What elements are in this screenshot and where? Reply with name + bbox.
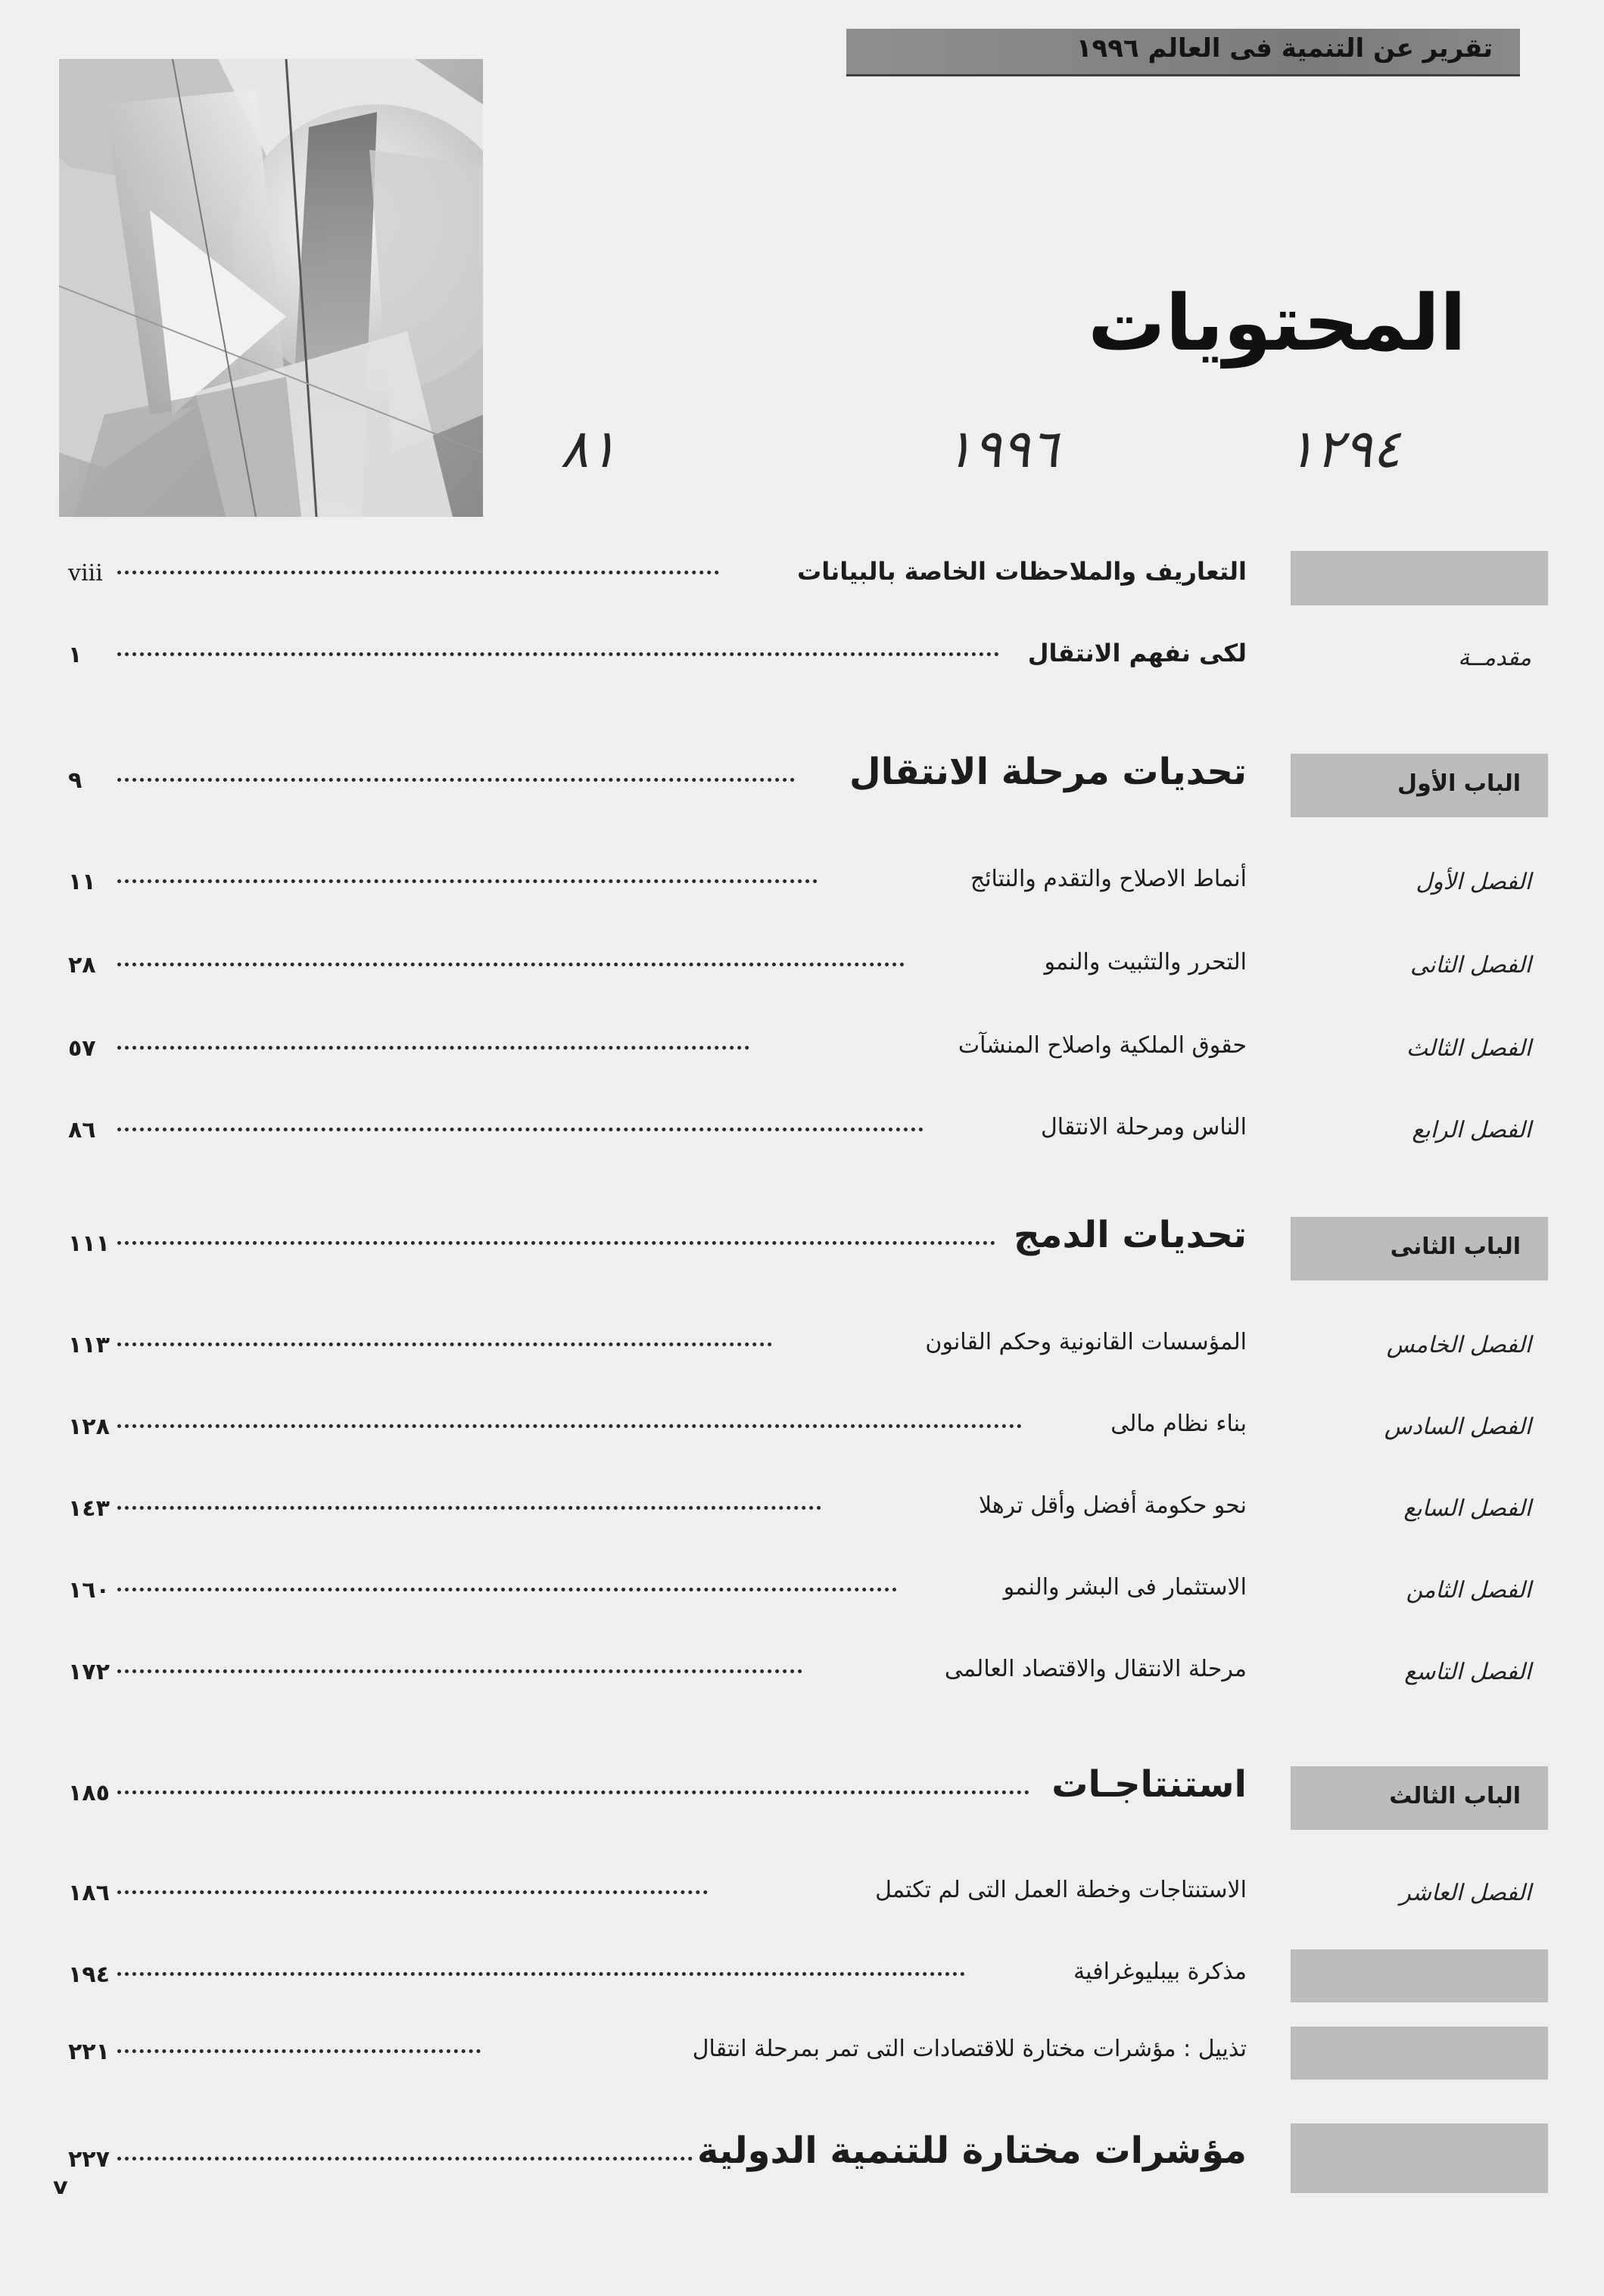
running-header xyxy=(846,29,1520,76)
toc-page: ١٢٨ xyxy=(68,1414,110,1440)
toc-page: viii xyxy=(68,560,103,586)
dot-leader xyxy=(117,1424,1022,1428)
dot-leader xyxy=(117,1890,708,1894)
part-label: الباب الثانى xyxy=(1390,1234,1521,1260)
toc-page: ١١٣ xyxy=(68,1332,110,1358)
toc-label: مقدمــة xyxy=(1458,645,1531,671)
toc-label: الفصل الأول xyxy=(1416,869,1531,895)
toc-title: أنماط الاصلاح والتقدم والنتائج xyxy=(970,866,1247,892)
toc-label: الفصل الثانى xyxy=(1410,952,1531,978)
shade-box xyxy=(1291,551,1548,605)
shade-box xyxy=(1291,1949,1548,2002)
decorative-geometric-art xyxy=(59,59,483,517)
toc-title: مؤشرات مختارة للتنمية الدولية xyxy=(696,2130,1247,2172)
toc-page: ٢٢٧ xyxy=(68,2146,110,2173)
dot-leader xyxy=(117,571,719,574)
toc-label: الفصل الخامس xyxy=(1386,1332,1531,1358)
running-header-text: تقرير عن التنمية فى العالم ١٩٩٦ xyxy=(1076,33,1493,64)
toc-label: الفصل السادس xyxy=(1384,1414,1531,1440)
shade-box xyxy=(1291,2027,1548,2080)
toc-title: التحرر والتثبيت والنمو xyxy=(1044,949,1247,975)
toc-page: ١٩٤ xyxy=(68,1962,110,1988)
dot-leader xyxy=(117,963,905,966)
toc-page: ١ xyxy=(68,642,83,668)
toc-page: ٢٨ xyxy=(68,952,96,978)
toc-label: الفصل الثامن xyxy=(1406,1577,1531,1604)
toc-page: ٥٧ xyxy=(68,1035,96,1062)
toc-title: الاستثمار فى البشر والنمو xyxy=(1003,1574,1247,1601)
dot-leader xyxy=(117,1128,923,1131)
part-label: الباب الأول xyxy=(1397,770,1521,797)
toc-label: الفصل العاشر xyxy=(1400,1880,1531,1906)
toc-label: الفصل الرابع xyxy=(1412,1117,1531,1143)
page-number: v xyxy=(53,2173,68,2200)
toc-label: الفصل التاسع xyxy=(1404,1659,1531,1685)
toc-page: ١١١ xyxy=(68,1230,110,1257)
toc-title: مذكرة بيبليوغرافية xyxy=(1073,1958,1247,1985)
dot-leader xyxy=(117,879,818,883)
toc-title: لكى نفهم الانتقال xyxy=(1027,639,1247,667)
toc-title: بناء نظام مالى xyxy=(1110,1411,1247,1437)
toc-page: ١٨٦ xyxy=(68,1880,110,1906)
handwritten-note-2: ١٩٩٦ xyxy=(945,418,1059,480)
dot-leader xyxy=(117,1241,995,1245)
toc-page: ٨٦ xyxy=(68,1117,96,1143)
dot-leader xyxy=(117,1046,749,1050)
toc-page: ١٦٠ xyxy=(68,1577,110,1604)
dot-leader xyxy=(117,778,795,782)
toc-page: ١٧٢ xyxy=(68,1659,110,1685)
toc-title: الاستنتاجات وخطة العمل التى لم تكتمل xyxy=(875,1877,1247,1903)
dot-leader xyxy=(117,2157,693,2161)
dot-leader xyxy=(117,1972,965,1976)
part-title: استنتاجـات xyxy=(1051,1763,1247,1806)
page-title: المحتويات xyxy=(1088,278,1466,369)
dot-leader xyxy=(117,2049,481,2053)
part-title: تحديات مرحلة الانتقال xyxy=(849,751,1247,793)
toc-title: حقوق الملكية واصلاح المنشآت xyxy=(958,1032,1247,1059)
toc-page: ٩ xyxy=(68,767,83,794)
handwritten-note-3: ١٢٩٤ xyxy=(1287,418,1401,480)
toc-title: الناس ومرحلة الانتقال xyxy=(1041,1114,1247,1140)
toc-title: مرحلة الانتقال والاقتصاد العالمى xyxy=(944,1656,1247,1682)
toc-label: الفصل السابع xyxy=(1403,1495,1531,1522)
dot-leader xyxy=(117,1669,802,1673)
toc-title: نحو حكومة أفضل وأقل ترهلا xyxy=(978,1492,1247,1519)
toc-title: المؤسسات القانونية وحكم القانون xyxy=(925,1329,1247,1355)
toc-label: الفصل الثالث xyxy=(1406,1035,1531,1062)
part-label: الباب الثالث xyxy=(1389,1783,1521,1809)
toc-title: التعاريف والملاحظات الخاصة بالبيانات xyxy=(797,557,1247,586)
dot-leader xyxy=(117,1506,821,1510)
dot-leader xyxy=(117,652,999,656)
toc-title: تذييل : مؤشرات مختارة للاقتصادات التى تمر بمرحلة انتقال xyxy=(692,2036,1247,2062)
dot-leader xyxy=(117,1342,772,1346)
toc-page: ١٨٥ xyxy=(68,1780,110,1806)
handwritten-note-1: ٨١ xyxy=(560,418,618,480)
toc-page: ٢٢١ xyxy=(68,2039,110,2065)
dot-leader xyxy=(117,1790,1029,1794)
dot-leader xyxy=(117,1588,897,1591)
toc-page: ١٤٣ xyxy=(68,1495,110,1522)
part-title: تحديات الدمج xyxy=(1014,1214,1247,1256)
toc-page: ١١ xyxy=(68,869,96,895)
shade-box xyxy=(1291,2123,1548,2193)
